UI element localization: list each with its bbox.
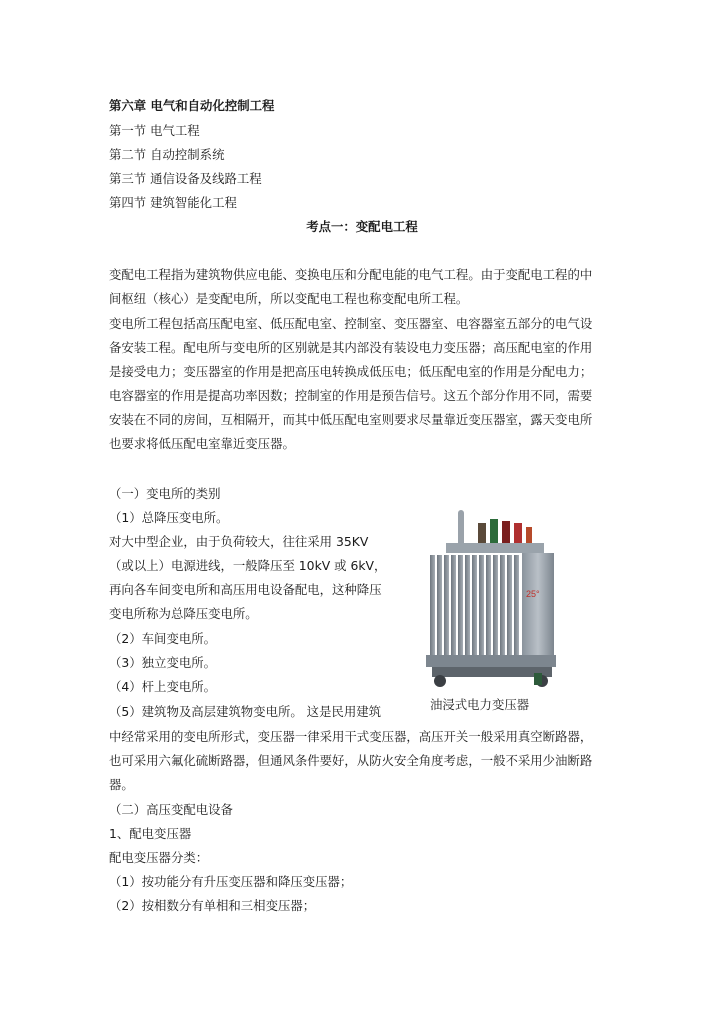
- paragraph-line: （或以上）电源进线，一般降压至 10kV 或 6kV，: [109, 558, 387, 573]
- list-item: （3）独立变电所。: [109, 655, 217, 670]
- paragraph-line: 配电变压器分类：: [109, 850, 209, 865]
- paragraph-line: 再向各车间变电所和高压用电设备配电，这种降压: [109, 582, 382, 597]
- section-item: 第四节 建筑智能化工程: [109, 195, 237, 210]
- list-item: （2）按相数分有单相和三相变压器；: [109, 898, 316, 913]
- transformer-plate-label: 25°: [526, 589, 540, 599]
- list-item: （1）按功能分有升压变压器和降压变压器；: [109, 874, 353, 889]
- paragraph-line: 备安装工程。配电所与变电所的区别就是其内部没有装设电力变压器；高压配电室的作用: [109, 340, 593, 355]
- paragraph-line: 电容器室的作用是提高功率因数；控制室的作用是预告信号。这五个部分作用不同，需要: [109, 388, 593, 403]
- list-item: （1）总降压变电所。: [109, 510, 229, 525]
- paragraph-line: 变电所称为总降压变电所。: [109, 606, 258, 621]
- paragraph-line: 中经常采用的变电所形式，变压器一律采用干式变压器，高压开关一般采用真空断路器，: [109, 729, 593, 744]
- paragraph-line: 是接受电力；变压器室的作用是把高压电转换成低压电；低压配电室的作用是分配电力；: [109, 364, 593, 379]
- paragraph-line: 也可采用六氟化硫断路器，但通风条件要好，从防火安全角度考虑，一般不采用少油断路: [109, 753, 593, 768]
- topic-heading: 考点一：变配电工程: [306, 219, 418, 234]
- chapter-title: 第六章 电气和自动化控制工程: [109, 98, 275, 113]
- list-item: （4）杆上变电所。: [109, 679, 217, 694]
- paragraph-line: 变配电工程指为建筑物供应电能、变换电压和分配电能的电气工程。由于变配电工程的中: [109, 267, 593, 282]
- section-item: 第二节 自动控制系统: [109, 147, 225, 162]
- paragraph-line: 也要求将低压配电室靠近变压器。: [109, 436, 295, 451]
- subsection-title: （一）变电所的类别: [109, 486, 221, 501]
- section-item: 第一节 电气工程: [109, 123, 200, 138]
- transformer-image: [418, 505, 568, 695]
- list-item: （5）建筑物及高层建筑物变电所。 这是民用建筑: [109, 704, 382, 719]
- paragraph-line: 器。: [109, 777, 134, 792]
- paragraph-line: 变电所工程包括高压配电室、低压配电室、控制室、变压器室、电容器室五部分的电气设: [109, 316, 593, 331]
- section-item: 第三节 通信设备及线路工程: [109, 171, 262, 186]
- paragraph-line: 安装在不同的房间，互相隔开，而其中低压配电室则要求尽量靠近变压器室，露天变电所: [109, 412, 593, 427]
- subsection-title: （二）高压变配电设备: [109, 802, 233, 817]
- figure-caption: 油浸式电力变压器: [430, 697, 530, 712]
- paragraph-line: 间枢纽（核心）是变配电所，所以变配电工程也称变配电所工程。: [109, 291, 469, 306]
- paragraph-line: 对大中型企业，由于负荷较大，往往采用 35KV: [109, 534, 369, 549]
- list-item: （2）车间变电所。: [109, 631, 217, 646]
- list-item: 1、配电变压器: [109, 826, 192, 841]
